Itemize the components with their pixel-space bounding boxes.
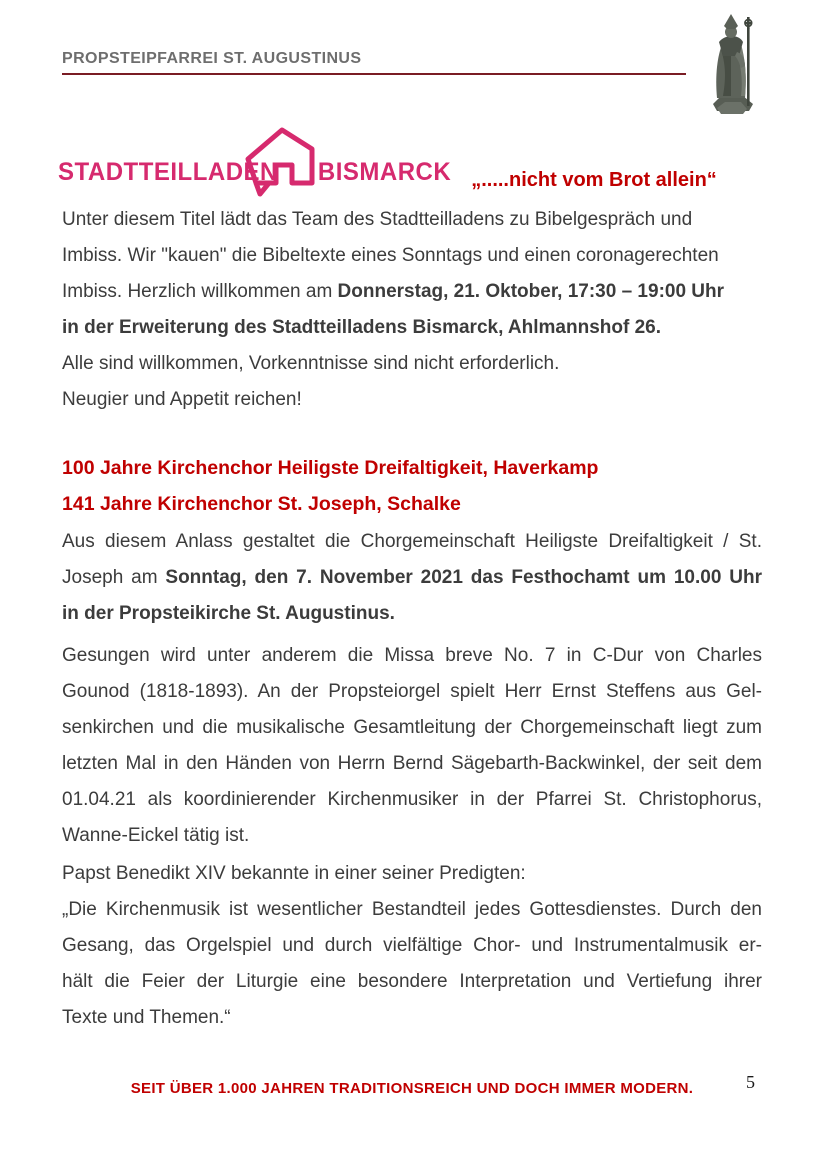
text-line: in der Erweiterung des Stadtteilladens Bismarck, Ahlmannshof 26. <box>62 317 662 338</box>
body-text <box>62 202 762 1036</box>
text-line: 01.04.21 als koordinierender Kirchenmusiker in der Pfarrei St. Christophorus, <box>62 789 762 810</box>
text-line: senkirchen und die musikalische Gesamtleitung der Chorgemeinschaft liegt zum <box>62 717 762 738</box>
text-line: Wanne-Eickel tätig ist. <box>62 825 250 846</box>
stadtteilladen-logo-row <box>58 136 778 200</box>
text-line: Papst Benedikt XIV bekannte in einer seiner Predigten: <box>62 863 526 884</box>
text-line: Neugier und Appetit reichen! <box>62 389 302 410</box>
page-number: 5 <box>746 1072 755 1092</box>
text-line: Imbiss. Wir "kauen" die Bibeltexte eines Sonntags und einen coronagerechten <box>62 245 719 266</box>
bishop-statue-image <box>697 12 767 116</box>
tagline: „.....nicht vom Brot allein“ <box>471 169 717 191</box>
text-line: Alle sind willkommen, Vorkenntnisse sind nicht erforderlich. <box>62 353 560 374</box>
text-line: Gounod (1818-1893). An der Propsteiorgel spielt Herr Ernst Steffens aus Gel- <box>62 681 762 702</box>
header-rule <box>62 73 686 75</box>
text-line: Aus diesem Anlass gestaltet die Chorgemeinschaft Heiligste Dreifaltigkeit / St. <box>62 531 762 552</box>
text-line: Joseph am Sonntag, den 7. November 2021 das Festhochamt um 10.00 Uhr <box>62 567 762 588</box>
text-line: Texte und Themen.“ <box>62 1007 231 1028</box>
text-line: Gesang, das Orgelspiel und durch vielfältige Chor- und Instrumentalmusik er- <box>62 935 762 956</box>
page-header-title: PROPSTEIPFARREI ST. AUGUSTINUS <box>62 50 362 67</box>
text-line: hält die Feier der Liturgie eine besondere Interpretation und Vertiefung ihrer <box>62 971 762 992</box>
text-line: Imbiss. Herzlich willkommen am Donnerstag, 21. Oktober, 17:30 – 19:00 Uhr <box>62 281 725 302</box>
section-heading: 141 Jahre Kirchenchor St. Joseph, Schalke <box>62 493 461 515</box>
text-line: Gesungen wird unter anderem die Missa breve No. 7 in C-Dur von Charles <box>62 645 762 666</box>
logo-text-left: STADTTEILLADEN <box>58 158 278 187</box>
logo-text-right: BISMARCK <box>317 158 452 187</box>
footer-motto: SEIT ÜBER 1.000 JAHREN TRADITIONSREICH UND DOCH IMMER MODERN. <box>130 1080 694 1097</box>
text-line: letzten Mal in den Händen von Herrn Bernd Sägebarth-Backwinkel, der seit dem <box>62 753 762 774</box>
section-heading: 100 Jahre Kirchenchor Heiligste Dreifaltigkeit, Haverkamp <box>62 457 599 479</box>
text-line: Unter diesem Titel lädt das Team des Stadtteilladens zu Bibelgespräch und <box>62 209 693 230</box>
text-line: in der Propsteikirche St. Augustinus. <box>62 603 395 624</box>
text-line: „Die Kirchenmusik ist wesentlicher Bestandteil jedes Gottesdienstes. Durch den <box>62 899 762 920</box>
house-icon <box>238 123 322 202</box>
